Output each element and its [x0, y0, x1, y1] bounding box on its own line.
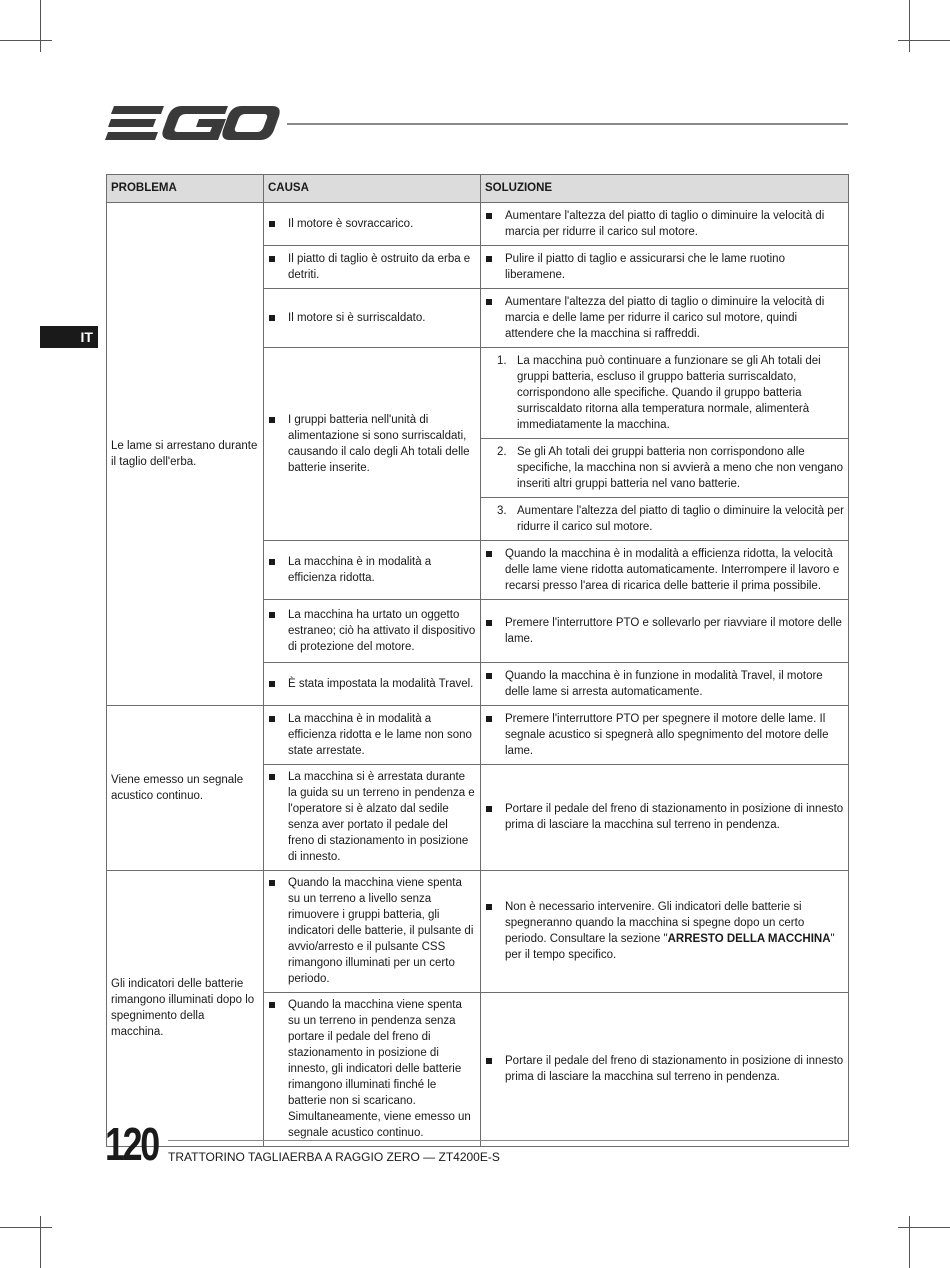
- table-row: [107, 203, 849, 246]
- solution-cell: 2. Se gli Ah totali dei gruppi batteria non corrispondono alle specifiche, la macchina non si avvierà a meno che non vengano inseriti altri gruppi batteria nel vano batterie.: [481, 439, 849, 498]
- cause-cell: Il piatto di taglio è ostruito da erba e detriti.: [264, 246, 481, 289]
- solution-cell: Pulire il piatto di taglio e assicurarsi che le lame ruotino liberamene.: [481, 246, 849, 289]
- solution-cell: 3. Aumentare l'altezza del piatto di taglio o diminuire la velocità per ridurre il carico sul motore.: [481, 498, 849, 541]
- crop-mark: [909, 1216, 910, 1268]
- header-problem: PROBLEMA: [107, 175, 264, 203]
- footer-title: TRATTORINO TAGLIAERBA A RAGGIO ZERO — ZT4200E-S: [168, 1150, 500, 1164]
- crop-mark: [0, 40, 52, 41]
- solution-cell: Portare il pedale del freno di stazionamento in posizione di innesto prima di lasciare la macchina sul terreno in pendenza.: [481, 993, 849, 1147]
- table-header-row: [107, 175, 849, 203]
- solution-cell: Aumentare l'altezza del piatto di taglio o diminuire la velocità di marcia per ridurre il carico sul motore.: [481, 203, 849, 246]
- cause-cell: La macchina è in modalità a efficienza ridotta e le lame non sono state arrestate.: [264, 706, 481, 765]
- crop-mark: [898, 40, 950, 41]
- ego-logo: [104, 100, 280, 146]
- crop-mark: [40, 1216, 41, 1268]
- crop-mark: [909, 0, 910, 52]
- header-rule: [287, 123, 848, 125]
- solution-cell: Premere l'interruttore PTO e sollevarlo per riavviare il motore delle lame.: [481, 600, 849, 663]
- problem-cell: Le lame si arrestano durante il taglio dell'erba.: [107, 203, 264, 706]
- table-row: [107, 706, 849, 765]
- solution-cell: Premere l'interruttore PTO per spegnere il motore delle lame. Il segnale acustico si spegnerà allo spegnimento del motore delle lame.: [481, 706, 849, 765]
- footer-rule: [168, 1140, 848, 1141]
- cause-cell: La macchina è in modalità a efficienza ridotta.: [264, 541, 481, 600]
- language-tab: IT: [40, 326, 98, 348]
- solution-cell: Non è necessario intervenire. Gli indicatori delle batterie si spegneranno quando la macchina si spegne dopo un certo periodo. Consultare la sezione "ARRESTO DELLA MACCHINA" per il tempo specifico.: [481, 871, 849, 993]
- solution-cell: Portare il pedale del freno di stazionamento in posizione di innesto prima di lasciare la macchina sul terreno in pendenza.: [481, 765, 849, 871]
- problem-cell: Gli indicatori delle batterie rimangono illuminati dopo lo spegnimento della macchina.: [107, 871, 264, 1147]
- solution-cell: Quando la macchina è in funzione in modalità Travel, il motore delle lame si arresta automaticamente.: [481, 663, 849, 706]
- cause-cell: Il motore è sovraccarico.: [264, 203, 481, 246]
- cause-cell: Quando la macchina viene spenta su un terreno a livello senza rimuovere i gruppi batteria, gli indicatori delle batterie, il pulsante di avvio/arresto e il pulsante CSS rimangono illuminati per un certo periodo.: [264, 871, 481, 993]
- solution-cell: Aumentare l'altezza del piatto di taglio o diminuire la velocità di marcia e delle lame per ridurre il carico sul motore, quindi attendere che la macchina si raffreddi.: [481, 289, 849, 348]
- cause-cell: Il motore si è surriscaldato.: [264, 289, 481, 348]
- section-reference: ARRESTO DELLA MACCHINA: [667, 933, 831, 945]
- crop-mark: [40, 0, 41, 52]
- cause-cell: È stata impostata la modalità Travel.: [264, 663, 481, 706]
- troubleshooting-table: [106, 174, 849, 1147]
- cause-cell: Quando la macchina viene spenta su un terreno in pendenza senza portare il pedale del freno di stazionamento in posizione di innesto, gli indicatori delle batterie rimangono illuminati finché le batterie non si scaricano. Simultaneamente, viene emesso un segnale acustico continuo.: [264, 993, 481, 1147]
- header-cause: CAUSA: [264, 175, 481, 203]
- page-number: 120: [105, 1118, 158, 1170]
- crop-mark: [0, 1227, 52, 1228]
- solution-cell: 1. La macchina può continuare a funzionare se gli Ah totali dei gruppi batteria, escluso il gruppo batteria surriscaldato, corrispondono alle specifiche. Quando il gruppo batteria surriscaldato ritorna alla temperatura normale, alimenterà immediatamente la macchina.: [481, 348, 849, 439]
- cause-cell: La macchina ha urtato un oggetto estraneo; ciò ha attivato il dispositivo di protezione del motore.: [264, 600, 481, 663]
- solution-cell: Quando la macchina è in modalità a efficienza ridotta, la velocità delle lame viene ridotta automaticamente. Interrompere il lavoro e recarsi presso l'area di ricarica delle batterie il prima possibile.: [481, 541, 849, 600]
- header-solution: SOLUZIONE: [481, 175, 849, 203]
- problem-cell: Viene emesso un segnale acustico continuo.: [107, 706, 264, 871]
- cause-cell: La macchina si è arrestata durante la guida su un terreno in pendenza e l'operatore si è alzato dal sedile senza aver portato il pedale del freno di stazionamento in posizione di innesto.: [264, 765, 481, 871]
- crop-mark: [898, 1227, 950, 1228]
- table-row: [107, 871, 849, 993]
- cause-cell: I gruppi batteria nell'unità di alimentazione si sono surriscaldati, causando il calo degli Ah totali delle batterie inserite.: [264, 348, 481, 541]
